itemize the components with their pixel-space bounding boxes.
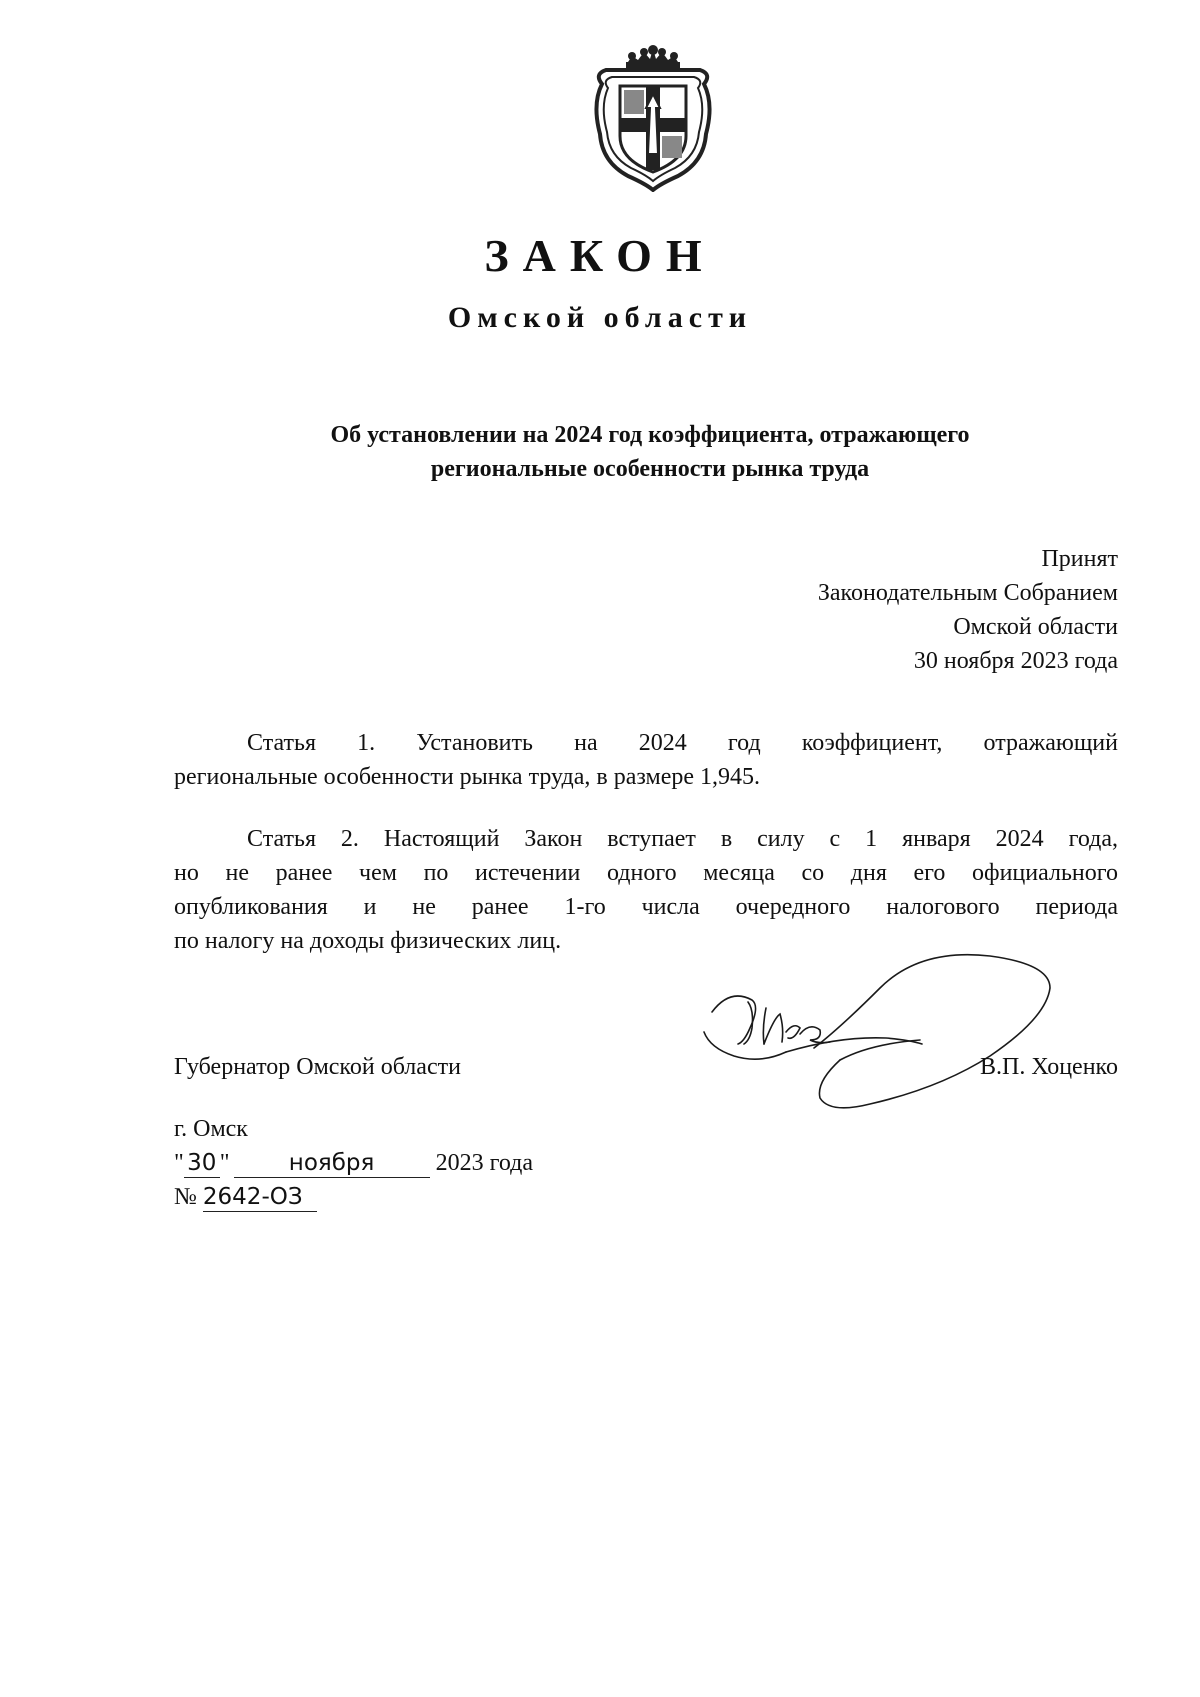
- article-line: региональные особенности рынка труда, в размере 1,945.: [174, 764, 761, 790]
- number-sign: №: [174, 1184, 197, 1210]
- adoption-date: 30 ноября 2023 года: [913, 648, 1118, 674]
- signing-date: [174, 1146, 533, 1180]
- quote-close: ": [219, 1150, 230, 1176]
- article-line: по налогу на доходы физических лиц.: [174, 928, 562, 954]
- adoption-block: [818, 542, 1118, 678]
- law-title: [200, 418, 1100, 486]
- handwritten-signature: [690, 948, 1110, 1128]
- article-line: Статья 1. Установить на 2024 год коэффициент, отражающий: [247, 730, 1118, 756]
- coat-of-arms-icon: [588, 44, 718, 192]
- article-1: [174, 726, 1118, 794]
- adoption-line: Законодательным Собранием: [817, 580, 1118, 606]
- date-year: 2023 года: [435, 1150, 534, 1176]
- article-2: [174, 822, 1118, 958]
- article-line: опубликования и не ранее 1-го числа очередного налогового периода: [174, 894, 1118, 920]
- quote-open: ": [174, 1150, 184, 1176]
- signer-position: Губернатор Омской области: [174, 1054, 461, 1080]
- region-subtitle: Омской области: [447, 301, 753, 334]
- law-title-line: Об установлении на 2024 год коэффициента, отражающего: [330, 422, 970, 448]
- law-number-value: 2642-ОЗ: [203, 1183, 317, 1212]
- law-title-line: региональные особенности рынка труда: [430, 456, 870, 482]
- adoption-line: Принят: [1041, 546, 1118, 572]
- law-number: [174, 1180, 317, 1214]
- signer-name: В.П. Хоценко: [980, 1054, 1118, 1080]
- signing-place: г. Омск: [174, 1116, 248, 1142]
- date-month: ноября: [234, 1149, 430, 1178]
- article-line: Статья 2. Настоящий Закон вступает в силу с 1 января 2024 года,: [247, 826, 1118, 852]
- article-line: но не ранее чем по истечении одного месяца со дня его официального: [174, 860, 1118, 886]
- adoption-line: Омской области: [953, 614, 1118, 640]
- date-day: 30: [184, 1149, 220, 1178]
- document-type-title: ЗАКОН: [484, 230, 716, 281]
